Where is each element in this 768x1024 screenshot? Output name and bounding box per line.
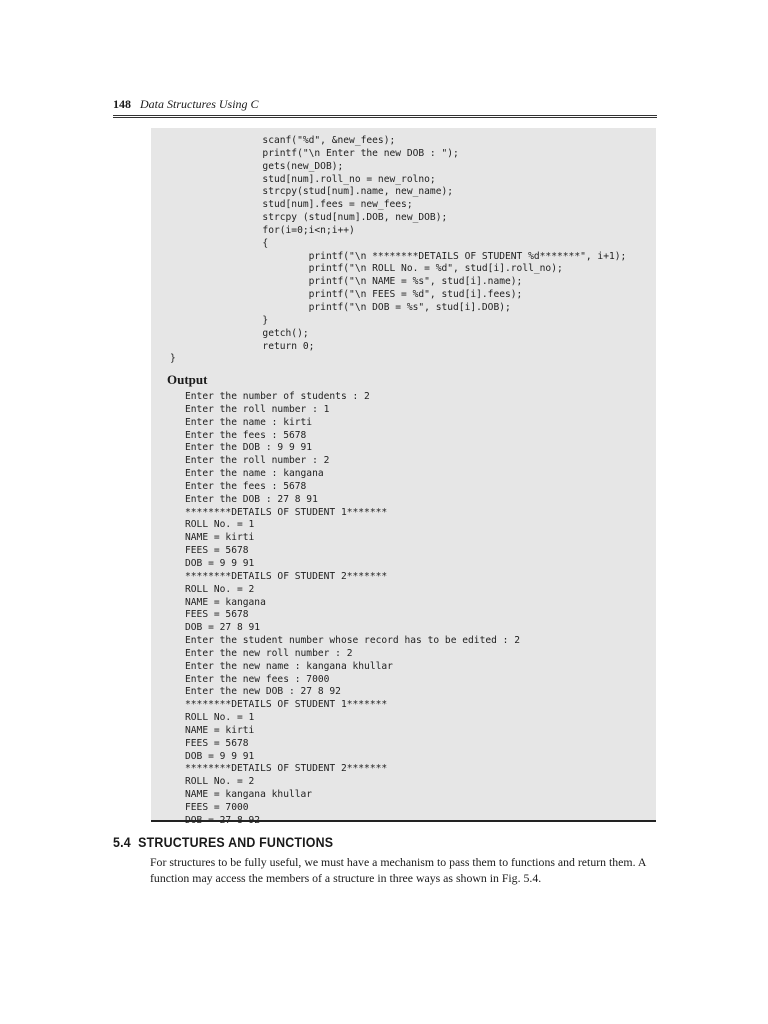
output-line: NAME = kangana khullar bbox=[185, 789, 313, 801]
code-line: printf("\n ********DETAILS OF STUDENT %d*******", i+1); bbox=[170, 250, 627, 262]
code-line: for(i=0;i<n;i++) bbox=[170, 224, 355, 236]
section-title: STRUCTURES AND FUNCTIONS bbox=[138, 835, 334, 850]
output-line: Enter the new DOB : 27 8 92 bbox=[185, 686, 341, 698]
code-line: stud[num].fees = new_fees; bbox=[170, 199, 413, 211]
output-line: ROLL No. = 2 bbox=[185, 776, 255, 788]
code-line: gets(new_DOB); bbox=[170, 160, 344, 172]
output-line: NAME = kirti bbox=[185, 724, 255, 736]
output-line: ROLL No. = 1 bbox=[185, 712, 255, 724]
output-line: ROLL No. = 1 bbox=[185, 519, 255, 531]
code-line: printf("\n NAME = %s", stud[i].name); bbox=[170, 276, 523, 288]
output-line: ********DETAILS OF STUDENT 2******* bbox=[185, 763, 388, 775]
output-line: DOB = 27 8 91 bbox=[185, 622, 261, 634]
output-line: FEES = 5678 bbox=[185, 737, 249, 749]
output-line: Enter the roll number : 2 bbox=[185, 455, 330, 467]
code-line: } bbox=[170, 314, 269, 326]
page-number: 148 bbox=[113, 97, 131, 111]
output-heading: Output bbox=[167, 372, 208, 387]
code-line: printf("\n ROLL No. = %d", stud[i].roll_no); bbox=[170, 263, 563, 275]
output-line: Enter the new name : kangana khullar bbox=[185, 660, 393, 672]
output-line: FEES = 7000 bbox=[185, 802, 249, 813]
output-line: Enter the new fees : 7000 bbox=[185, 673, 330, 685]
code-listing bbox=[170, 135, 626, 366]
code-line: return 0; bbox=[170, 340, 315, 352]
header-rule bbox=[113, 115, 657, 118]
code-line: stud[num].roll_no = new_rolno; bbox=[170, 173, 436, 185]
output-line: Enter the fees : 5678 bbox=[185, 429, 307, 441]
code-line: printf("\n DOB = %s", stud[i].DOB); bbox=[170, 301, 511, 313]
code-line: getch(); bbox=[170, 327, 309, 339]
output-line: DOB = 9 9 91 bbox=[185, 557, 255, 569]
output-line: DOB = 9 9 91 bbox=[185, 750, 255, 762]
output-line: ********DETAILS OF STUDENT 1******* bbox=[185, 506, 388, 518]
book-title: Data Structures Using C bbox=[140, 97, 259, 111]
code-box-bottom-rule bbox=[151, 820, 656, 822]
code-line: printf("\n FEES = %d", stud[i].fees); bbox=[170, 289, 523, 301]
output-line: Enter the fees : 5678 bbox=[185, 480, 307, 492]
code-line: printf("\n Enter the new DOB : "); bbox=[170, 147, 459, 159]
code-line: } bbox=[170, 353, 176, 365]
output-line: Enter the DOB : 9 9 91 bbox=[185, 442, 313, 454]
output-line: Enter the new roll number : 2 bbox=[185, 647, 353, 659]
output-line: Enter the number of students : 2 bbox=[185, 391, 370, 402]
output-line: ********DETAILS OF STUDENT 1******* bbox=[185, 699, 388, 711]
body-paragraph: For structures to be fully useful, we must have a mechanism to pass them to functions and return them. A function may access the members of a structure in three ways as shown in Fig. 5.4. bbox=[150, 855, 646, 885]
running-header bbox=[113, 96, 657, 112]
code-line: strcpy (stud[num].DOB, new_DOB); bbox=[170, 212, 448, 224]
code-line: { bbox=[170, 237, 269, 249]
output-line: NAME = kangana bbox=[185, 596, 266, 608]
code-line: strcpy(stud[num].name, new_name); bbox=[170, 186, 454, 198]
output-line: Enter the student number whose record has to be edited : 2 bbox=[185, 635, 521, 647]
output-line: ROLL No. = 2 bbox=[185, 583, 255, 595]
output-line: NAME = kirti bbox=[185, 532, 255, 544]
section-number: 5.4 bbox=[113, 835, 131, 850]
output-listing bbox=[185, 391, 520, 828]
output-line: FEES = 5678 bbox=[185, 545, 249, 557]
output-line: Enter the name : kirti bbox=[185, 416, 313, 428]
output-line: FEES = 5678 bbox=[185, 609, 249, 621]
output-line: Enter the DOB : 27 8 91 bbox=[185, 493, 318, 505]
output-line: ********DETAILS OF STUDENT 2******* bbox=[185, 570, 388, 582]
section-heading bbox=[113, 835, 333, 850]
output-line: Enter the roll number : 1 bbox=[185, 403, 330, 415]
code-line: scanf("%d", &new_fees); bbox=[170, 135, 396, 146]
output-line: Enter the name : kangana bbox=[185, 468, 324, 480]
